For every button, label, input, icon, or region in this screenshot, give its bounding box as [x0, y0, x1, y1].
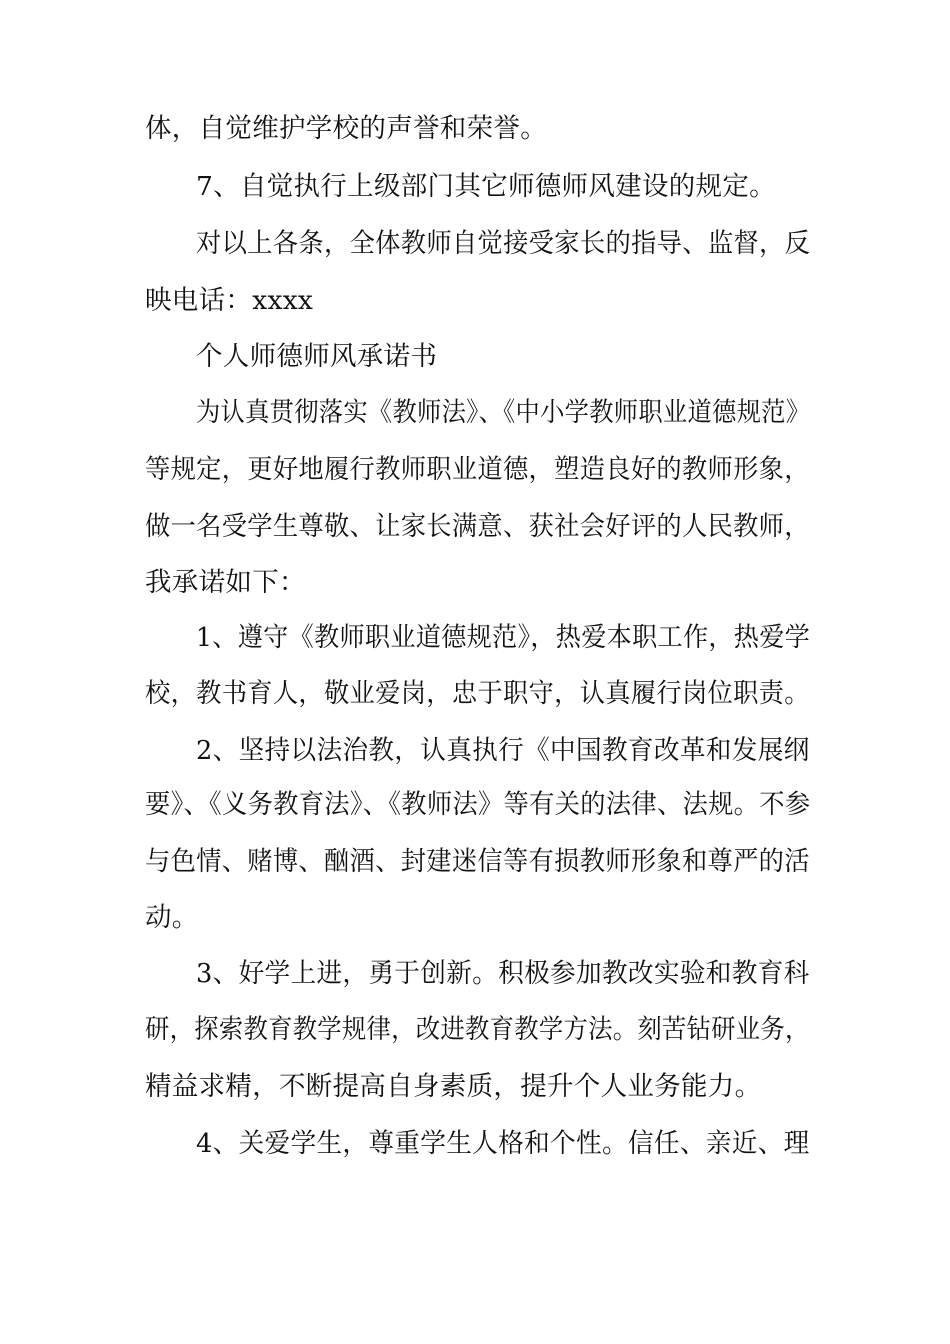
- text-line: 3、好学上进，勇于创新。积极参加教改实验和教育科: [196, 958, 810, 989]
- text-line: 与色情、赌博、酗酒、封建迷信等有损教师形象和尊严的活: [145, 846, 810, 877]
- text-line: 精益求精，不断提高自身素质，提升个人业务能力。: [145, 1071, 762, 1102]
- text-line: 动。: [145, 902, 199, 933]
- text-line: 4、关爱学生，尊重学生人格和个性。信任、亲近、理: [196, 1128, 810, 1159]
- text-line: 校，教书育人，敬业爱岗，忠于职守，认真履行岗位职责。: [145, 678, 810, 709]
- text-line: 等规定，更好地履行教师职业道德，塑造良好的教师形象，: [145, 454, 810, 485]
- text-line: 要》、《义务教育法》、《教师法》等有关的法律、法规。不参: [145, 789, 811, 820]
- text-line: 研，探索教育教学规律，改进教育教学方法。刻苦钻研业务，: [145, 1014, 810, 1045]
- text-line: 体，自觉维护学校的声誉和荣誉。: [145, 113, 547, 144]
- text-line: 1、遵守《教师职业道德规范》，热爱本职工作，热爱学: [196, 622, 811, 653]
- text-line: 对以上各条，全体教师自觉接受家长的指导、监督，反: [196, 228, 811, 259]
- text-line: 做一名受学生尊敬、让家长满意、获社会好评的人民教师，: [145, 511, 810, 542]
- section-title: 个人师德师风承诺书: [196, 341, 438, 372]
- text-line: 2、坚持以法治教，认真执行《中国教育改革和发展纲: [196, 735, 810, 766]
- text-line: 7、自觉执行上级部门其它师德师风建设的规定。: [196, 171, 776, 202]
- text-line: 我承诺如下：: [145, 567, 306, 598]
- text-line: 为认真贯彻落实《教师法》、《中小学教师职业道德规范》: [196, 397, 811, 428]
- text-line: 映电话：xxxx: [145, 285, 314, 316]
